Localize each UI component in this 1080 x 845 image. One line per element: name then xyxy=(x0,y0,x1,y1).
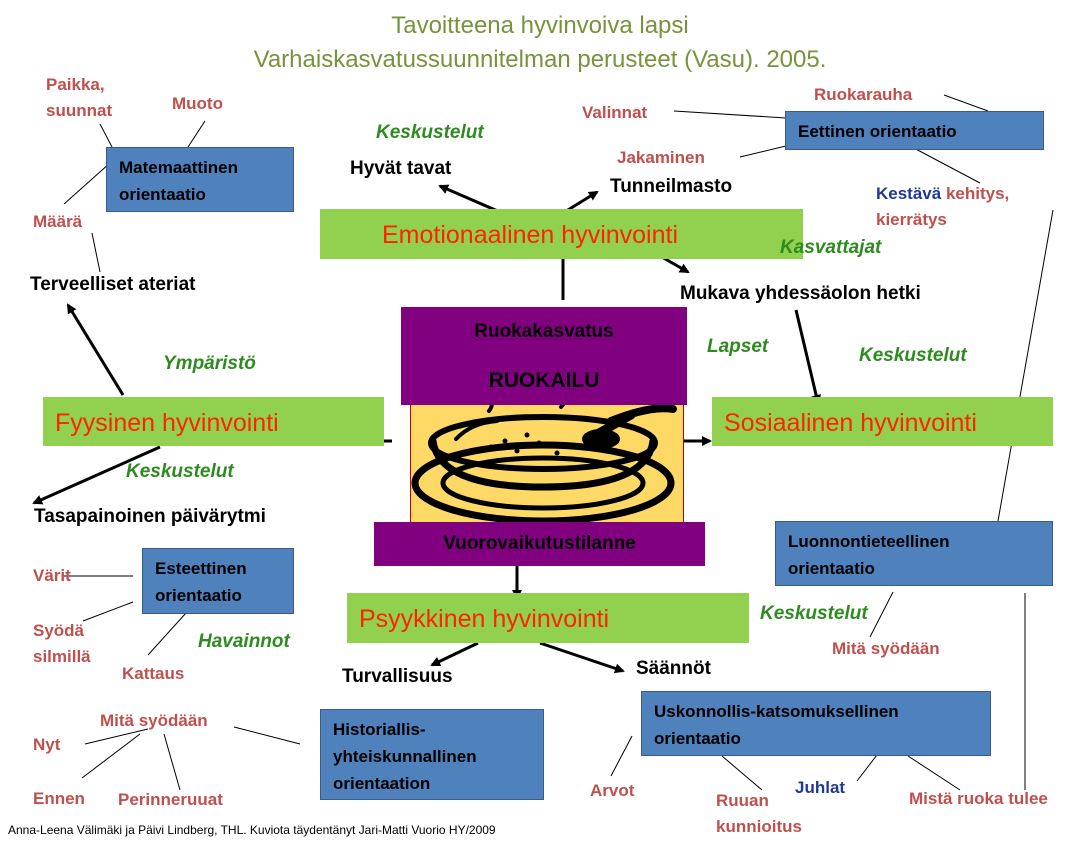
arrow-to-terveelliset xyxy=(68,305,123,395)
label-keskustelut-right: Keskustelut xyxy=(859,345,967,366)
label-havainnot: Havainnot xyxy=(198,631,290,652)
orientation-eettinen: Eettinen orientaatio xyxy=(785,111,1044,150)
orientation-luonnontieteellinen: Luonnontieteellinen orientaatio xyxy=(775,521,1053,586)
ruokakasvatus-box xyxy=(401,307,687,405)
label-lapset: Lapset xyxy=(707,336,769,357)
mukava-hetki: Mukava yhdessäolon hetki xyxy=(680,283,921,304)
arrow-to-saannot xyxy=(540,643,623,671)
arrow-to-social-down xyxy=(796,310,818,403)
label-nyt: Nyt xyxy=(33,735,61,754)
label-mista-ruoka-tulee: Mistä ruoka tulee xyxy=(909,789,1048,808)
orientation-esteettinen: Esteettinen orientaatio xyxy=(142,548,294,614)
tasapainoinen-paivarytmi: Tasapainoinen päivärytmi xyxy=(34,506,266,527)
arrow-to-turvallisuus xyxy=(432,643,478,665)
terveelliset-ateriat: Terveelliset ateriat xyxy=(30,274,196,295)
label-keskustelut-top: Keskustelut xyxy=(376,122,484,143)
label-ennen: Ennen xyxy=(33,789,85,808)
label-maara: Määrä xyxy=(33,212,83,231)
hyvat-tavat: Hyvät tavat xyxy=(350,158,452,179)
label-ruokarauha: Ruokarauha xyxy=(814,85,913,104)
label-perinneruuat: Perinneruuat xyxy=(118,790,223,809)
vuorovaikutus-box xyxy=(374,522,705,566)
label-muoto: Muoto xyxy=(172,94,223,113)
label-paikka: Paikka, suunnat xyxy=(46,75,113,120)
label-valinnat: Valinnat xyxy=(582,103,648,122)
label-kestava-kehitys: Kestävä kehitys, xyxy=(876,184,1010,203)
orientation-historiallis: Historiallis- yhteiskunnallinen orientaation xyxy=(320,709,544,800)
label-keskustelut-left: Keskustelut xyxy=(126,461,234,482)
saannot: Säännöt xyxy=(636,658,711,679)
orientation-uskonnollis: Uskonnollis-katsomuksellinen orientaatio xyxy=(641,691,991,756)
vuorovaikutus-label: Vuorovaikutustilanne xyxy=(443,533,636,554)
ruokailu-label: RUOKAILU xyxy=(488,369,600,392)
turvallisuus: Turvallisuus xyxy=(342,666,453,687)
orientation-matemaattinen: Matemaattinen orientaatio xyxy=(106,147,294,212)
label-kierratys: kierrätys xyxy=(876,210,947,229)
tunnelmasto: Tunneilmasto xyxy=(610,176,733,197)
label-keskustelut-bottom: Keskustelut xyxy=(760,603,868,624)
label-jakaminen: Jakaminen xyxy=(617,148,705,167)
social-label: Sosiaalinen hyvinvointi xyxy=(724,409,977,437)
label-mita-syodaan-right: Mitä syödään xyxy=(832,639,940,658)
label-ymparisto: Ympäristö xyxy=(163,353,256,374)
label-syoda-silmilla: Syödä silmillä xyxy=(33,621,91,666)
page-subtitle: Varhaiskasvatussuunnitelman perusteet (Vasu). 2005. xyxy=(253,46,827,73)
ruokakasvatus-label: Ruokakasvatus xyxy=(474,321,614,342)
physical-label: Fyysinen hyvinvointi xyxy=(55,409,279,437)
label-mita-syodaan-left: Mitä syödään xyxy=(100,711,208,730)
label-varit: Värit xyxy=(33,566,71,585)
page-title: Tavoitteena hyvinvoiva lapsi xyxy=(391,12,689,39)
label-kasvattajat: Kasvattajat xyxy=(780,237,882,258)
label-ruuan-kunnioitus: Ruuan kunnioitus xyxy=(716,791,802,836)
psychological-label: Psyykkinen hyvinvointi xyxy=(359,605,610,633)
footer-credit: Anna-Leena Välimäki ja Päivi Lindberg, THL. Kuviota täydentänyt Jari-Matti Vuorio HY/2009 xyxy=(8,823,496,837)
label-arvot: Arvot xyxy=(590,781,635,800)
label-kattaus: Kattaus xyxy=(122,664,185,683)
emotional-label: Emotionaalinen hyvinvointi xyxy=(382,221,679,249)
label-juhlat: Juhlat xyxy=(795,778,846,797)
